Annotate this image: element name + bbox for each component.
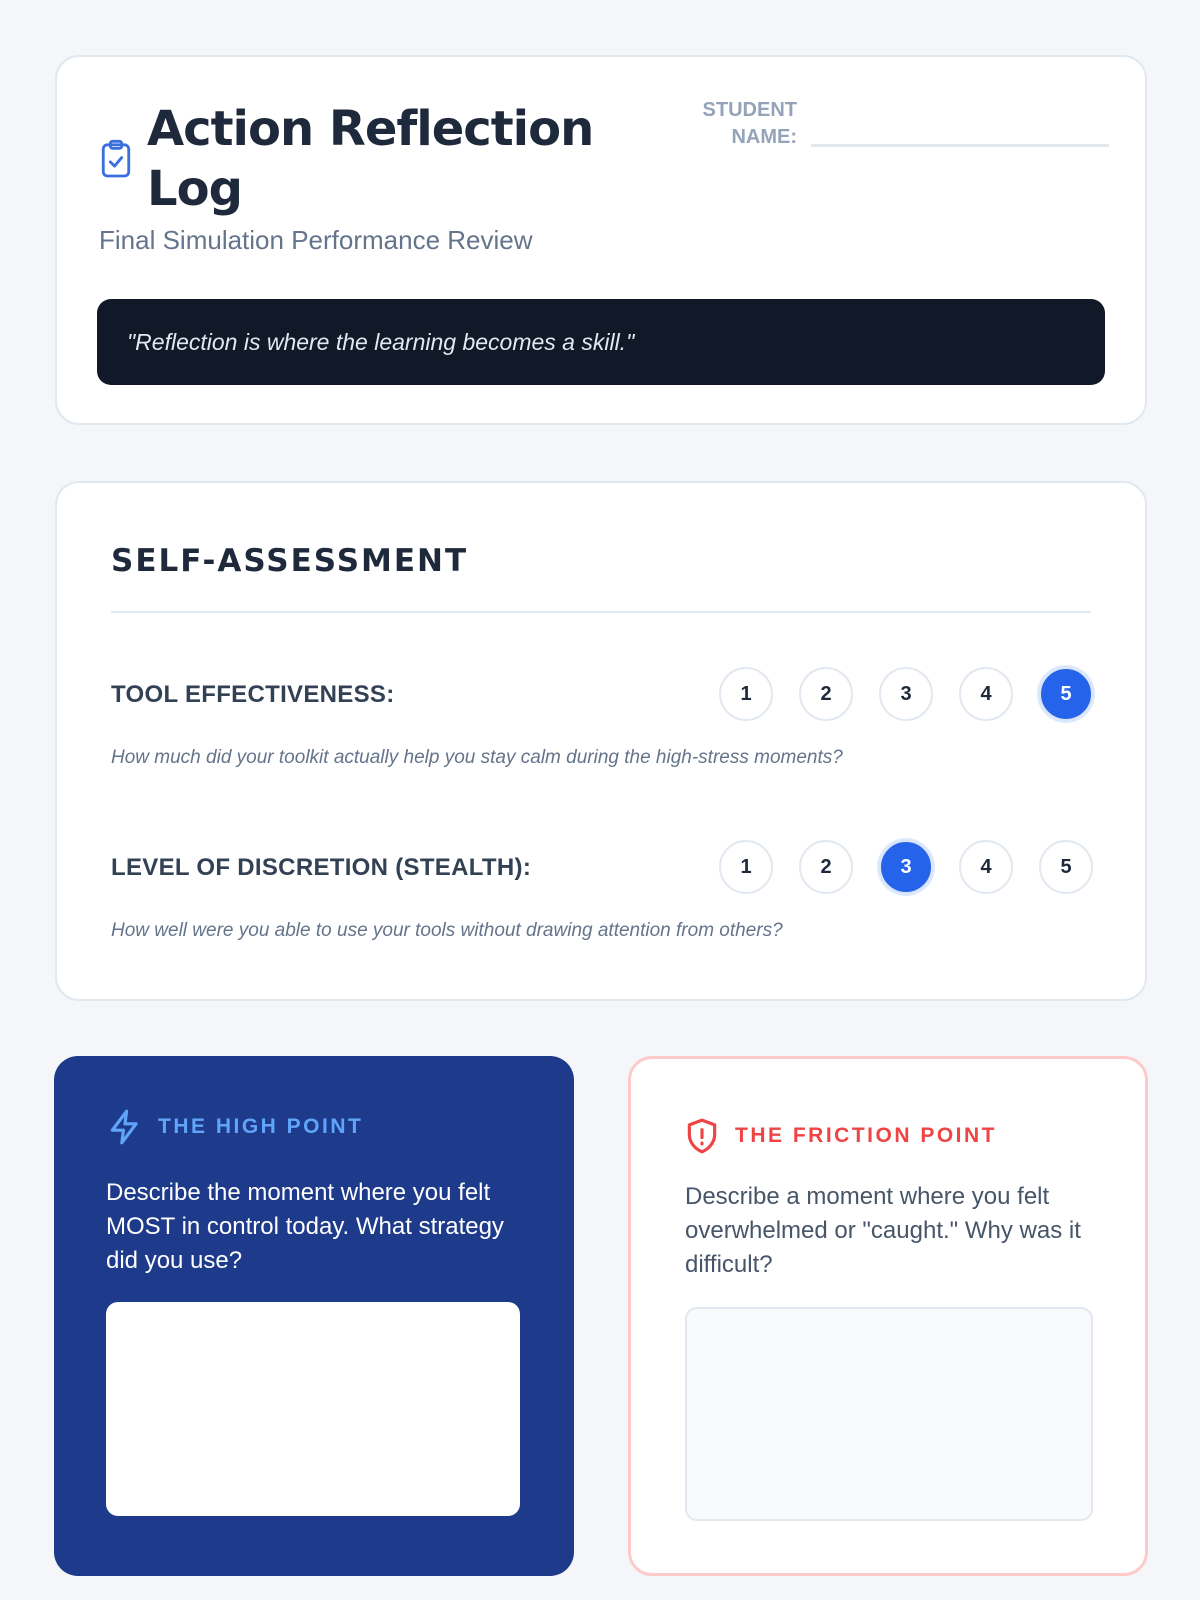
rating-option-5[interactable]: 5: [1039, 840, 1093, 894]
rating-option-1[interactable]: 1: [719, 840, 773, 894]
rating-option-2[interactable]: 2: [799, 667, 853, 721]
friction-point-card: [628, 1056, 1148, 1576]
rating-option-2[interactable]: 2: [799, 840, 853, 894]
high-point-textarea[interactable]: [106, 1302, 520, 1516]
rating-option-3[interactable]: 3: [879, 667, 933, 721]
self-assessment-card: [55, 481, 1147, 1001]
rating-scale: [693, 840, 1093, 894]
high-point-label: THE HIGH POINT: [158, 1115, 364, 1138]
section-title: SELF-ASSESSMENT: [111, 543, 469, 579]
title-block: [99, 99, 599, 256]
lightning-icon: [106, 1108, 144, 1146]
student-name-field[interactable]: [697, 97, 1109, 151]
student-name-input[interactable]: [811, 141, 1109, 147]
rating-scale: [693, 667, 1093, 721]
rating-label: TOOL EFFECTIVENESS:: [111, 681, 395, 708]
rating-option-1[interactable]: 1: [719, 667, 773, 721]
rating-row-tool-effectiveness: [111, 667, 1093, 723]
rating-row-discretion: [111, 840, 1093, 896]
section-divider: [111, 611, 1091, 613]
friction-point-label: THE FRICTION POINT: [735, 1124, 997, 1147]
quote-banner: [97, 299, 1105, 385]
page-title: Action Reflection Log: [147, 101, 594, 217]
rating-help-text: How much did your toolkit actually help you stay calm during the high-stress moments?: [111, 747, 843, 768]
high-point-prompt: Describe the moment where you felt MOST in control today. What strategy did you use?: [106, 1179, 504, 1274]
high-point-header: [106, 1108, 363, 1146]
header-card: [55, 55, 1147, 425]
shield-alert-icon: [683, 1117, 721, 1155]
rating-option-4[interactable]: 4: [959, 667, 1013, 721]
friction-point-header: [683, 1117, 997, 1155]
rating-option-4[interactable]: 4: [959, 840, 1013, 894]
rating-help-text: How well were you able to use your tools without drawing attention from others?: [111, 920, 783, 941]
rating-label: LEVEL OF DISCRETION (STEALTH):: [111, 854, 532, 881]
page-subtitle: Final Simulation Performance Review: [99, 225, 533, 255]
quote-text: "Reflection is where the learning becomes a skill.": [127, 328, 635, 355]
rating-option-3[interactable]: 3: [879, 840, 933, 894]
student-name-label: STUDENT NAME:: [702, 99, 797, 148]
high-point-card: [54, 1056, 574, 1576]
rating-option-5[interactable]: 5: [1039, 667, 1093, 721]
friction-point-textarea[interactable]: [685, 1307, 1093, 1521]
clipboard-check-icon: [99, 139, 133, 179]
friction-point-prompt: Describe a moment where you felt overwhelmed or "caught." Why was it difficult?: [685, 1183, 1081, 1278]
